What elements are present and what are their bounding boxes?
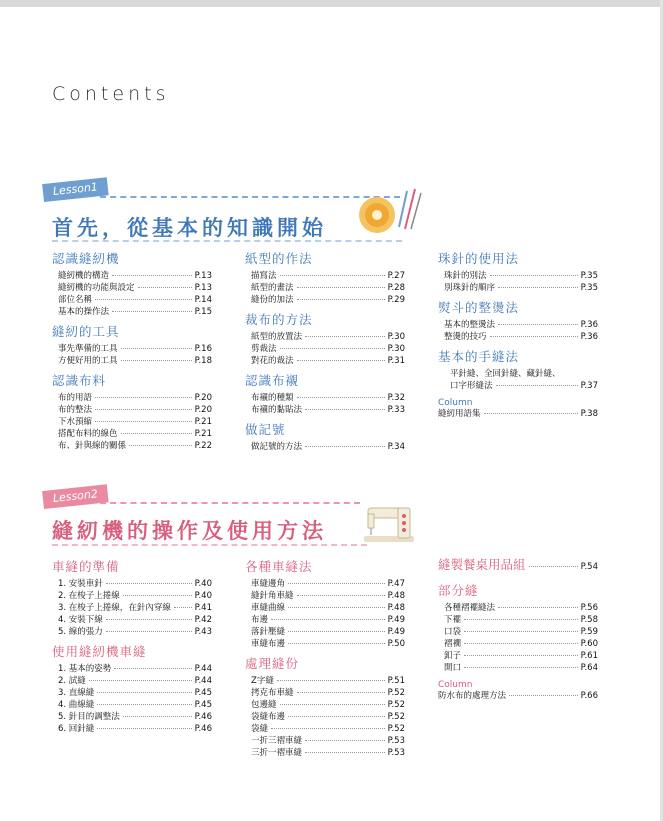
toc-entry[interactable]: 1. 基本的姿勢 P.44 — [58, 664, 212, 674]
toc-section — [438, 581, 598, 674]
toc-entry[interactable]: 下襬 P.58 — [444, 615, 598, 625]
section-title: 處理縫份 — [245, 656, 300, 671]
toc-entry[interactable]: 布邊 P.49 — [251, 615, 405, 625]
toc-entry[interactable]: 紙型的放置法 P.30 — [251, 332, 405, 342]
section-title: 縫紉的工具 — [52, 324, 120, 339]
toc-entry[interactable]: 縫針角車縫 P.48 — [251, 591, 405, 601]
toc-entry[interactable]: 縫紉機的構造 P.13 — [58, 271, 212, 281]
toc-section — [52, 557, 212, 638]
toc-entry[interactable]: 方便好用的工具 P.18 — [58, 356, 212, 366]
toc-entry[interactable]: 袋縫 P.52 — [251, 724, 405, 734]
toc-entry[interactable]: 珠針的別法 P.35 — [444, 271, 598, 281]
section-title: 使用縫紉機車縫 — [52, 644, 147, 659]
toc-section — [245, 310, 405, 367]
toc-section — [245, 371, 405, 416]
section-title: 認識布襯 — [245, 373, 300, 388]
section-title: 基本的手縫法 — [438, 349, 520, 364]
toc-entry[interactable]: 縫製餐桌用品組 P.54 — [438, 557, 598, 572]
lesson2-tag: Lesson2 — [42, 484, 109, 509]
toc-entry[interactable]: 縫份的加法 P.29 — [251, 295, 405, 305]
toc-entry[interactable]: Z字縫 P.51 — [251, 676, 405, 686]
toc-entry[interactable]: 口袋 P.59 — [444, 627, 598, 637]
toc-entry[interactable]: 整燙的技巧 P.36 — [444, 332, 598, 342]
toc-entry[interactable]: 褶襉 P.60 — [444, 639, 598, 649]
toc-entry[interactable]: 剪裁法 P.30 — [251, 344, 405, 354]
toc-section — [438, 347, 598, 392]
toc-section — [245, 654, 405, 759]
toc-entry[interactable]: 2. 試縫 P.44 — [58, 676, 212, 686]
lesson1-title: 首先，從基本的知識開始 — [52, 216, 327, 240]
section-title: 認識縫紉機 — [52, 251, 120, 266]
toc-entry[interactable]: 各種褶襬縫法 P.56 — [444, 603, 598, 613]
toc-entry[interactable]: 落針壓縫 P.49 — [251, 627, 405, 637]
toc-entry[interactable]: 三折一褶車縫 P.53 — [251, 748, 405, 758]
thread-spool-icon — [355, 185, 425, 240]
toc-entry[interactable]: 部位名稱 P.14 — [58, 295, 212, 305]
toc-entry[interactable]: 基本的操作法 P.15 — [58, 307, 212, 317]
toc-entry[interactable]: 布的整法 P.20 — [58, 405, 212, 415]
toc-entry[interactable]: 拷克布車縫 P.52 — [251, 688, 405, 698]
lesson1-column-3 — [438, 249, 598, 424]
column-label: Column — [438, 398, 473, 408]
lesson1-column-2 — [245, 249, 405, 457]
lesson2-column-1 — [52, 557, 212, 739]
toc-section — [438, 680, 598, 702]
lesson1-tag: Lesson1 — [42, 177, 109, 202]
toc-entry[interactable]: 5. 針目的調整法 P.46 — [58, 712, 212, 722]
toc-entry[interactable]: 3. 直線縫 P.45 — [58, 688, 212, 698]
toc-entry[interactable]: 釦子 P.61 — [444, 651, 598, 661]
toc-entry[interactable]: 做記號的方法 P.34 — [251, 442, 405, 452]
toc-entry[interactable]: 1. 安裝車針 P.40 — [58, 579, 212, 589]
toc-section — [245, 249, 405, 306]
toc-entry[interactable]: 布襯的黏貼法 P.33 — [251, 405, 405, 415]
lesson2-dash-line — [100, 502, 360, 504]
toc-entry[interactable]: 4. 安裝下線 P.42 — [58, 615, 212, 625]
contents-heading: Contents — [52, 83, 170, 105]
toc-entry[interactable]: 描寫法 P.27 — [251, 271, 405, 281]
lesson1-title-underline — [52, 240, 402, 242]
section-title: 車縫的準備 — [52, 559, 120, 574]
section-title: 熨斗的整燙法 — [438, 300, 520, 315]
section-title: 認識布料 — [52, 373, 107, 388]
toc-section — [438, 249, 598, 294]
toc-entry[interactable]: 車縫曲線 P.48 — [251, 603, 405, 613]
section-title: 裁布的方法 — [245, 312, 313, 327]
section-title: 珠針的使用法 — [438, 251, 520, 266]
toc-entry[interactable]: 防水布的處理方法 P.66 — [438, 691, 598, 701]
section-title: 各種車縫法 — [245, 559, 313, 574]
toc-entry[interactable]: 布、針與線的關係 P.22 — [58, 441, 212, 451]
toc-entry[interactable]: 包邊縫 P.52 — [251, 700, 405, 710]
lesson2-column-2 — [245, 557, 405, 763]
toc-entry[interactable]: 別珠針的順序 P.35 — [444, 283, 598, 293]
toc-entry[interactable]: 5. 線的張力 P.43 — [58, 627, 212, 637]
lesson2-title-underline — [52, 544, 367, 546]
toc-entry[interactable]: 事先準備的工具 P.16 — [58, 344, 212, 354]
section-title: 紙型的作法 — [245, 251, 313, 266]
lesson2-column-3 — [438, 557, 598, 706]
toc-entry[interactable]: 袋縫布邊 P.52 — [251, 712, 405, 722]
toc-entry[interactable]: 紙型的畫法 P.28 — [251, 283, 405, 293]
toc-section — [52, 249, 212, 318]
toc-entry[interactable]: 搭配布料的線色 P.21 — [58, 429, 212, 439]
toc-section — [52, 322, 212, 367]
sewing-machine-icon — [360, 500, 418, 546]
toc-entry[interactable]: 2. 在梭子上捲線 P.40 — [58, 591, 212, 601]
toc-section — [438, 298, 598, 343]
toc-entry[interactable]: 布襯的種類 P.32 — [251, 393, 405, 403]
lesson2-title: 縫紉機的操作及使用方法 — [52, 519, 327, 543]
lesson1-column-1 — [52, 249, 212, 456]
column-label: Column — [438, 680, 473, 690]
toc-section — [52, 371, 212, 452]
section-title: 做記號 — [245, 422, 286, 437]
toc-entry[interactable]: 車縫布邊 P.50 — [251, 639, 405, 649]
toc-entry[interactable]: 車縫邊角 P.47 — [251, 579, 405, 589]
toc-entry[interactable]: 下水預縮 P.21 — [58, 417, 212, 427]
toc-entry[interactable]: 6. 回針縫 P.46 — [58, 724, 212, 734]
toc-section — [245, 557, 405, 650]
toc-entry[interactable]: 口字形縫法 P.37 — [450, 381, 598, 391]
toc-entry[interactable]: 一折三褶車縫 P.53 — [251, 736, 405, 746]
toc-entry[interactable]: 縫紉用語集 P.38 — [438, 409, 598, 419]
toc-entry[interactable]: 基本的整燙法 P.36 — [444, 320, 598, 330]
toc-entry[interactable]: 布的用語 P.20 — [58, 393, 212, 403]
toc-section — [245, 420, 405, 453]
toc-section — [438, 557, 598, 575]
toc-entry[interactable]: 平針縫、全回針縫、藏針縫、 — [450, 369, 561, 379]
page-top-border — [0, 0, 663, 7]
toc-entry[interactable]: 縫紉機的功能與設定 P.13 — [58, 283, 212, 293]
toc-entry[interactable]: 對花的裁法 P.31 — [251, 356, 405, 366]
toc-section — [52, 642, 212, 735]
toc-entry[interactable]: 開口 P.64 — [444, 663, 598, 673]
toc-entry[interactable]: 3. 在梭子上捲線，在針內穿線 P.41 — [58, 603, 212, 613]
toc-entry[interactable]: 4. 曲線縫 P.45 — [58, 700, 212, 710]
toc-section — [438, 398, 598, 420]
section-title: 部分縫 — [438, 583, 479, 598]
